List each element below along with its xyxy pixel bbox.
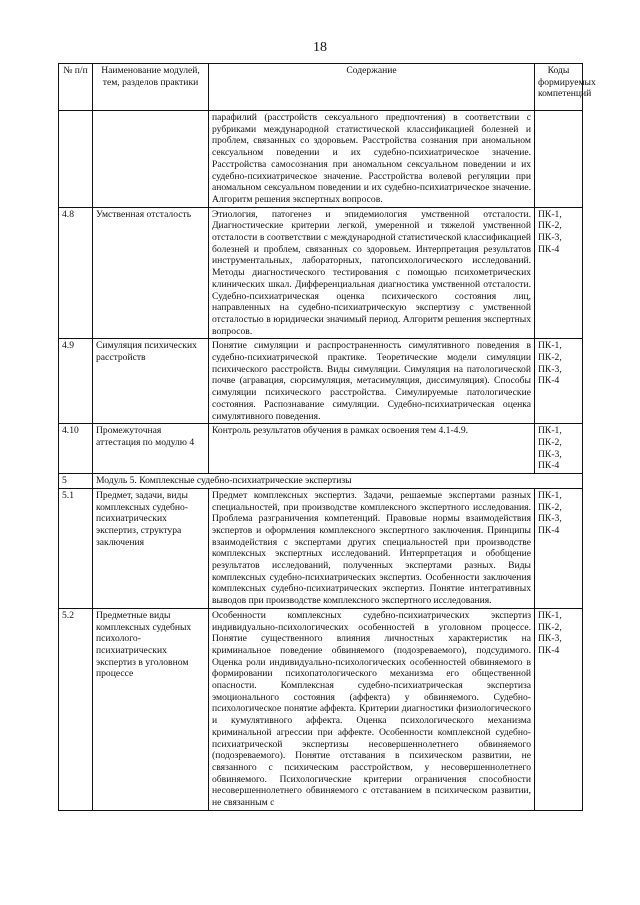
section-title: Модуль 5. Комплексные судебно-психиатрические экспертизы [93, 474, 583, 489]
section-num: 5 [59, 474, 93, 489]
header-codes: Коды формируемых компетенций [535, 64, 583, 111]
row-num: 5.1 [59, 488, 93, 608]
table-row [59, 207, 583, 339]
table-row [59, 424, 583, 474]
row-content: Предмет комплексных экспертиз. Задачи, решаемые экспертами разных специальностей, при производстве комплексного экспертного исследования. Проблема разграничения компетенций. Правовые нормы взаимодействия экспертов и оформления комплексного экспертного заключения. Принципы взаимодействия с экспертами других специальностей при производстве комплексных экспертных исследований. Интерпретация и обобщение результатов исследований, полученных экспертами разных. Виды комплексных судебно-психиатрических экспертиз. Особенности заключения комплексных судебно-психиатрических экспертиз. Понятие интегративных выводов при производстве комплексного экспертного исследования. [209, 488, 535, 608]
row-num: 4.10 [59, 424, 93, 474]
header-num: № п/п [59, 64, 93, 111]
row-num: 4.8 [59, 207, 93, 339]
row-name: Предметные виды комплексных судебных психолого-психиатрических экспертиз в уголовном процессе [93, 608, 209, 810]
row-num: 4.9 [59, 339, 93, 424]
row-codes: ПК-1, ПК-2, ПК-3, ПК-4 [535, 608, 583, 810]
module-section-row [59, 474, 583, 489]
table-row [59, 111, 583, 208]
row-content: Понятие симуляции и распространенность симулятивного поведения в судебно-психиатрической практике. Теоретические модели симуляции психического расстройств. Виды симуляции. Симуляция на патологической почве (агравация, сюрсимуляция, метасимуляция, диссимуляция). Способы симуляции психического расстройства. Симулируемые патологические состояния. Распознавание симуляции. Судебно-психиатрическая оценка симулятивного поведения. [209, 339, 535, 424]
header-content: Содержание [209, 64, 535, 111]
row-name [93, 111, 209, 208]
row-content: Особенности комплексных судебно-психиатрических экспертиз индивидуально-психологических особенностей в уголовном процессе. Понятие существенного влияния личностных характеристик на криминальное поведение обвиняемого (подозреваемого), подсудимого. Оценка роли индивидуально-психологических особенностей обвиняемого в формировании психопатологического механизма его общественной опасности. Комплексная судебно-психиатрическая экспертиза эмоционального состояния (аффекта) у обвиняемого. Судебно-психологическое понятие аффекта. Критерии диагностики физиологического и кумулятивного аффекта. Оценка психологического механизма криминальной агрессии при аффекте. Особенности комплексной судебно-психиатрической экспертизы несовершеннолетнего обвиняемого (подозреваемого). Понятие отставания в психическом развитии, не связанного с психическим расстройством, у несовершеннолетнего обвиняемого. Психологические критерии ограничения способности несовершеннолетнего обвиняемого с отставанием в психическом развитии, не связанным с [209, 608, 535, 810]
table-row [59, 488, 583, 608]
row-codes [535, 111, 583, 208]
row-num [59, 111, 93, 208]
row-num: 5.2 [59, 608, 93, 810]
row-name: Симуляция психических расстройств [93, 339, 209, 424]
table-header-row [59, 64, 583, 111]
header-name: Наименование модулей, тем, разделов практики [93, 64, 209, 111]
row-name: Промежуточная аттестация по модулю 4 [93, 424, 209, 474]
row-codes: ПК-1, ПК-2, ПК-3, ПК-4 [535, 424, 583, 474]
row-codes: ПК-1, ПК-2, ПК-3, ПК-4 [535, 339, 583, 424]
row-codes: ПК-1, ПК-2, ПК-3, ПК-4 [535, 207, 583, 339]
row-content: Контроль результатов обучения в рамках освоения тем 4.1-4.9. [209, 424, 535, 474]
row-codes: ПК-1, ПК-2, ПК-3, ПК-4 [535, 488, 583, 608]
table-row [59, 608, 583, 810]
row-content: Этиология, патогенез и эпидемиология умственной отсталости. Диагностические критерии легкой, умеренной и тяжелой умственной отсталости в соответствии с международной статистической классификацией болезней и проблем, связанных со здоровьем. Интерпретация результатов инструментальных, лабораторных, патопсихологического исследований. Методы диагностического тестирования с помощью психометрических клинических шкал. Дифференциальная диагностика умственной отсталости. Судебно-психиатрическая оценка психического состояния лиц, направленных на судебно-психиатрическую экспертизу с умственной отсталостью в юридически значимый период. Алгоритм решения экспертных вопросов. [209, 207, 535, 339]
row-name: Умственная отсталость [93, 207, 209, 339]
page-number: 18 [313, 40, 327, 55]
curriculum-table [58, 63, 596, 811]
table-row [59, 339, 583, 424]
row-content: парафилий (расстройств сексуального предпочтения) в соответствии с рубриками международной статистической классификацией болезней и проблем, связанных со здоровьем. Расстройства сознания при аномальном сексуальном поведении и их судебно-психиатрическое значение. Расстройства самосознания при аномальном сексуальном поведении и их судебно-психиатрическое значение. Расстройства волевой регуляции при аномальном сексуальном поведении и их судебно-психиатрическое значение. Алгоритм решения экспертных вопросов. [209, 111, 535, 208]
row-name: Предмет, задачи, виды комплексных судебно-психиатрических экспертиз, структура заключения [93, 488, 209, 608]
